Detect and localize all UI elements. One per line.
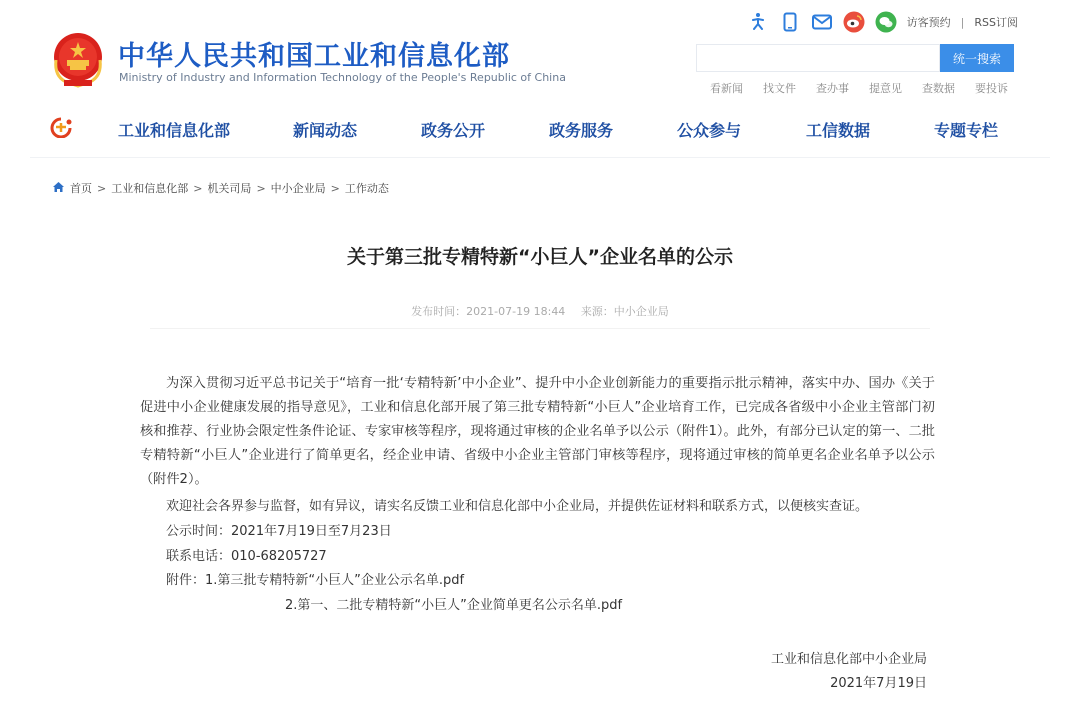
contact-phone: 联系电话：010-68205727 <box>166 549 327 564</box>
signature-org: 工业和信息化部中小企业局 <box>770 652 927 667</box>
article-title: 关于第三批专精特新“小巨人”企业名单的公示 <box>347 246 733 268</box>
breadcrumb-departments[interactable]: 机关司局 <box>207 182 252 195</box>
accessibility-icon[interactable] <box>747 11 769 33</box>
attachment-1-link[interactable]: 附件：1.第三批专精特新“小巨人”企业公示名单.pdf <box>166 573 465 588</box>
article-paragraph-1: 为深入贯彻习近平总书记关于“培育一批‘专精特新’中小企业”、提升中小企业创新能力的重要指示批示精神，落实中办、国办《关于促进中小企业健康发展的指导意见》，工业和信息化部开展了第三批专精特新“小巨人”企业培育工作，已完成各省级中小企业主管部门初核和推荐、行业协会限定性条件论证、专家审核等程序，现将通过审核的企业名单予以公示（附件1）。此外，有部分已认定的第一、二批专精特新“小巨人”企业进行了简单更名，经企业申请、省级中小企业主管部门审核等程序，现将通过审核的简单更名企业名单予以公示（附件2）。 <box>140 376 935 487</box>
article-source: 来源：中小企业局 <box>580 305 669 318</box>
publish-time: 发布时间：2021-07-19 18:44 <box>411 305 566 318</box>
rss-link[interactable]: RSS订阅 <box>974 16 1018 29</box>
article-meta <box>0 303 1080 319</box>
breadcrumb <box>52 180 389 196</box>
nav-divider <box>30 157 1050 158</box>
breadcrumb-separator: > <box>97 181 107 195</box>
nav-item-data[interactable]: 工信数据 <box>806 121 871 140</box>
breadcrumb-sme-bureau[interactable]: 中小企业局 <box>270 182 326 195</box>
publicity-period: 公示时间：2021年7月19日至7月23日 <box>166 524 392 539</box>
site-subtitle: Ministry of Industry and Information Technology of the People's Republic of China <box>119 71 566 84</box>
tool-separator: | <box>960 15 965 29</box>
attachment-2-link[interactable]: 2.第一、二批专精特新“小巨人”企业简单更名公示名单.pdf <box>285 598 623 613</box>
national-emblem-icon[interactable] <box>50 30 106 88</box>
breadcrumb-separator: > <box>193 181 203 195</box>
quick-links <box>710 80 1008 96</box>
mobile-icon[interactable] <box>779 11 801 33</box>
quick-link-complaint[interactable]: 要投诉 <box>975 82 1008 95</box>
nav-logo-icon[interactable] <box>48 116 74 138</box>
breadcrumb-work-updates[interactable]: 工作动态 <box>344 182 389 195</box>
nav-item-services[interactable]: 政务服务 <box>549 121 614 140</box>
nav-item-news[interactable]: 新闻动态 <box>293 121 358 140</box>
breadcrumb-home[interactable]: 首页 <box>70 182 92 195</box>
main-nav <box>0 108 1080 148</box>
quick-link-news[interactable]: 看新闻 <box>710 82 743 95</box>
mail-icon[interactable] <box>811 11 833 33</box>
breadcrumb-miit[interactable]: 工业和信息化部 <box>111 182 189 195</box>
nav-item-topics[interactable]: 专题专栏 <box>934 121 999 140</box>
top-tools <box>747 10 1018 34</box>
signature-date: 2021年7月19日 <box>830 676 927 691</box>
site-title[interactable]: 中华人民共和国工业和信息化部 <box>118 41 510 72</box>
search-input[interactable] <box>696 44 940 72</box>
quick-link-files[interactable]: 找文件 <box>763 82 796 95</box>
quick-link-services[interactable]: 查办事 <box>816 82 849 95</box>
meta-divider <box>150 328 930 329</box>
quick-link-feedback[interactable]: 提意见 <box>869 82 902 95</box>
breadcrumb-separator: > <box>256 181 266 195</box>
nav-item-participation[interactable]: 公众参与 <box>677 121 742 140</box>
visit-appointment-link[interactable]: 访客预约 <box>906 16 951 29</box>
weibo-icon[interactable] <box>843 11 865 33</box>
nav-item-government-affairs[interactable]: 政务公开 <box>421 121 486 140</box>
search-button[interactable]: 统一搜索 <box>940 44 1014 72</box>
quick-link-data[interactable]: 查数据 <box>922 82 955 95</box>
breadcrumb-separator: > <box>330 181 340 195</box>
home-icon[interactable] <box>52 181 65 196</box>
article-paragraph-2: 欢迎社会各界参与监督，如有异议，请实名反馈工业和信息化部中小企业局，并提供佐证材料和联系方式，以便核实查证。 <box>166 499 869 514</box>
wechat-icon[interactable] <box>875 11 897 33</box>
nav-item-miit[interactable]: 工业和信息化部 <box>118 121 231 140</box>
